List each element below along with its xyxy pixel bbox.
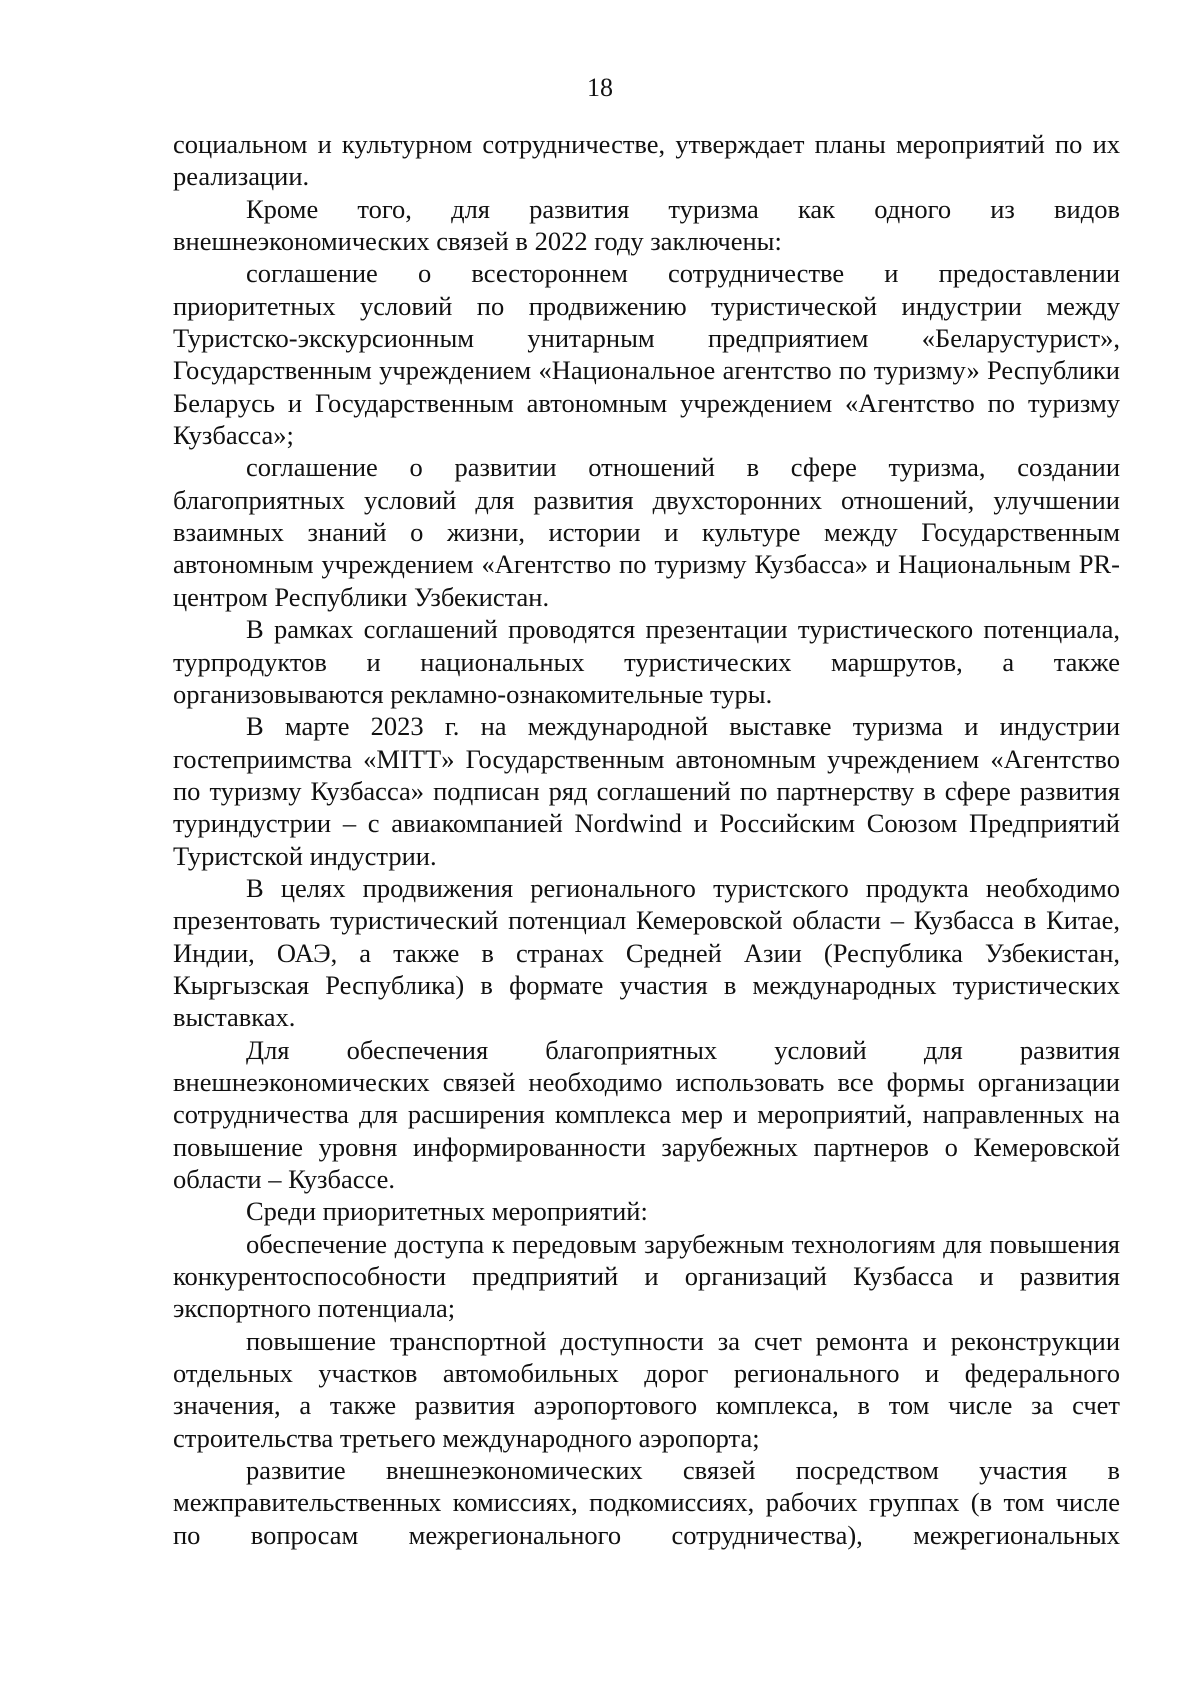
paragraph-presentations: В рамках соглашений проводятся презентации туристического потенциала, турпродуктов и национальных туристических маршрутов, а также организовываются рекламно-ознакомительные туры. (173, 614, 1120, 709)
page-number: 18 (587, 73, 613, 102)
paragraph-regional-promotion: В целях продвижения регионального туристского продукта необходимо презентовать туристический потенциал Кемеровской области – Кузбасса в Китае, Индии, ОАЭ, а также в странах Средней Азии (Республика Узбекистан, Кыргызская Республика) в формате участия в международных туристических выставках. (173, 872, 1120, 1033)
paragraph-cooperation-forms: Для обеспечения благоприятных условий для развития внешнеэкономических связей необходимо использовать все формы организации сотрудничества для расширения комплекса мер и мероприятий, направленных на повышение уровня информированности зарубежных партнеров о Кемеровской области – Кузбассе. (173, 1034, 1120, 1194)
paragraph-agreement-uzbekistan: соглашение о развитии отношений в сфере туризма, создании благоприятных условий для развития двухсторонних отношений, улучшении взаимных знаний о жизни, истории и культуре между Государственным автономным учреждением «Агентство по туризму Кузбасса» и Национальным PR-центром Республики Узбекистан. (173, 452, 1120, 612)
paragraph-priority-measures-heading: Среди приоритетных мероприятий: (246, 1196, 648, 1227)
paragraph-technology-access: обеспечение доступа к передовым зарубежным технологиям для повышения конкурентоспособности предприятий и организаций Кузбасса и развития экспортного потенциала; (173, 1228, 1120, 1324)
paragraph-tourism-agreements-intro: Кроме того, для развития туризма как одного из видов внешнеэкономических связей в 2022 году заключены: (173, 193, 1120, 257)
paragraph-transport-accessibility: повышение транспортной доступности за счет ремонта и реконструкции отдельных участков автомобильных дорог регионального и федерального значения, а также развития аэропортового комплекса, в том числе за счет строительства третьего международного аэропорта; (173, 1325, 1120, 1453)
document-body (173, 128, 1120, 1551)
paragraph-continuation: социальном и культурном сотрудничестве, утверждает планы мероприятий по их реализации. (173, 129, 1120, 192)
paragraph-agreement-belarus: соглашение о всестороннем сотрудничестве и предоставлении приоритетных условий по продвижению туристической индустрии между Туристско-экскурсионным унитарным предприятием «Беларустурист», Государственным учреждением «Национальное агентство по туризму» Республики Беларусь и Государственным автономным учреждением «Агентство по туризму Кузбасса»; (173, 258, 1120, 451)
paragraph-intergovernmental-commissions: развитие внешнеэкономических связей посредством участия в межправительственных комиссиях, подкомиссиях, рабочих группах (в том числе по вопросам межрегионального сотрудничества), межрегиональных (173, 1455, 1120, 1550)
paragraph-mitt-exhibition: В марте 2023 г. на международной выставке туризма и индустрии гостеприимства «MITT» Государственным автономным учреждением «Агентство по туризму Кузбасса» подписан ряд соглашений по партнерству в сфере развития туриндустрии – с авиакомпанией Nordwind и Российским Союзом Предприятий Туристской индустрии. (173, 711, 1120, 871)
